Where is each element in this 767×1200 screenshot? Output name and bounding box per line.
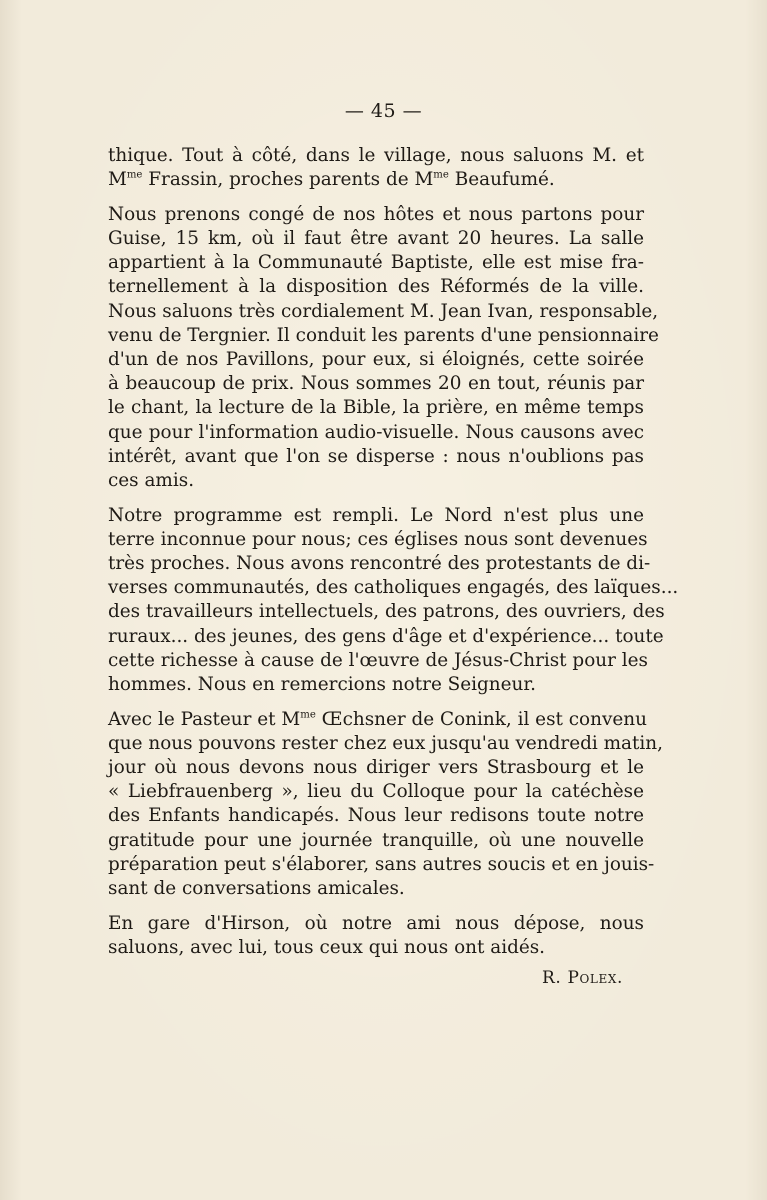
- paragraph-3: [108, 504, 679, 698]
- paragraph-4: [108, 708, 663, 902]
- text-line: « Liebfrauenberg », lieu du Colloque pour la catéchèse: [108, 781, 644, 803]
- text-line: très proches. Nous avons rencontré des protestants de di-: [108, 553, 651, 575]
- text-line: Nous saluons très cordialement M. Jean Ivan, responsable,: [108, 300, 659, 322]
- text-line: ruraux... des jeunes, des gens d'âge et d'expérience... toute: [108, 625, 664, 647]
- text-line: que nous pouvons rester chez eux jusqu'au vendredi matin,: [108, 732, 663, 754]
- body-text: [108, 144, 679, 970]
- author-signature: [542, 968, 623, 988]
- signature-name: Polex.: [567, 968, 623, 988]
- text-line: venu de Tergnier. Il conduit les parents d'une pensionnaire: [108, 324, 659, 346]
- text-line: cette richesse à cause de l'œuvre de Jésus-Christ pour les: [108, 649, 648, 671]
- paragraph-2: [108, 203, 659, 493]
- text-line: ternellement à la disposition des Réformés de la ville.: [108, 276, 644, 298]
- text-line: appartient à la Communauté Baptiste, elle est mise fra-: [108, 252, 644, 274]
- text-line: jour où nous devons nous diriger vers Strasbourg et le: [108, 757, 644, 779]
- text-line: Notre programme est rempli. Le Nord n'est plus une: [108, 504, 644, 526]
- text-line: Avec le Pasteur et $M^{me}$ Œchsner de Conink, il est convenu: [108, 708, 647, 730]
- text-line: thique. Tout à côté, dans le village, nous saluons M. et: [108, 145, 644, 166]
- text-line: d'un de nos Pavillons, pour eux, si éloignés, cette soirée: [108, 349, 644, 371]
- signature-initial: R.: [542, 968, 562, 988]
- text-line: sant de conversations amicales.: [108, 878, 405, 900]
- text-line: intérêt, avant que l'on se disperse : nous n'oublions pas: [108, 445, 644, 467]
- paragraph-5: [108, 912, 644, 960]
- text-line: verses communautés, des catholiques engagés, des laïques...: [108, 577, 679, 599]
- text-line: ces amis.: [108, 470, 195, 492]
- text-line: $M^{me}$ Frassin, proches parents de $M^{me}$ Beaufumé.: [108, 169, 555, 191]
- text-line: que pour l'information audio-visuelle. Nous causons avec: [108, 421, 644, 443]
- text-line: hommes. Nous en remercions notre Seigneur.: [108, 674, 536, 696]
- text-line: des travailleurs intellectuels, des patrons, des ouvriers, des: [108, 601, 665, 623]
- paragraph-1: [108, 144, 644, 192]
- page-number: — 45 —: [344, 100, 423, 122]
- text-line: le chant, la lecture de la Bible, la prière, en même temps: [108, 397, 644, 419]
- text-line: des Enfants handicapés. Nous leur redisons toute notre: [108, 805, 644, 827]
- text-line: Nous prenons congé de nos hôtes et nous partons pour: [108, 203, 644, 225]
- text-line: à beaucoup de prix. Nous sommes 20 en tout, réunis par: [108, 373, 644, 395]
- text-line: gratitude pour une journée tranquille, où une nouvelle: [108, 829, 644, 851]
- text-line: Guise, 15 km, où il faut être avant 20 heures. La salle: [108, 228, 644, 249]
- text-line: terre inconnue pour nous; ces églises nous sont devenues: [108, 528, 648, 550]
- text-line: préparation peut s'élaborer, sans autres soucis et en jouis-: [108, 853, 655, 875]
- text-line: saluons, avec lui, tous ceux qui nous ont aidés.: [108, 936, 546, 958]
- text-line: En gare d'Hirson, où notre ami nous dépose, nous: [108, 912, 644, 934]
